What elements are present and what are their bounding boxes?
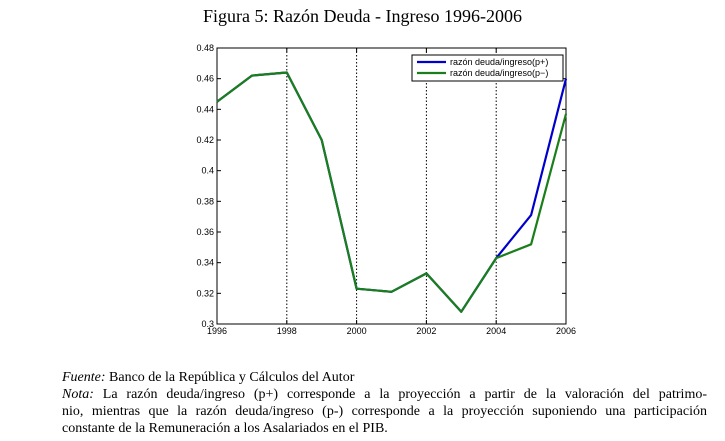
- note-text-1: La razón deuda/ingreso (p+) corresponde a la proyección a partir de la valoración del patrimo-: [93, 387, 707, 402]
- note-label: Nota:: [62, 387, 94, 402]
- y-tick-label: 0.44: [196, 104, 214, 115]
- series-line-2: [217, 73, 566, 312]
- source-text: Banco de la República y Cálculos del Autor: [105, 370, 355, 385]
- y-tick-label: 0.38: [196, 196, 214, 207]
- figure-notes: [62, 369, 707, 437]
- note-line-3: constante de la Remuneración a los Asalariados en el PIB.: [62, 421, 388, 436]
- y-tick-label: 0.46: [196, 73, 214, 84]
- y-axis-ticks: [196, 43, 566, 329]
- note-line-1: [62, 386, 707, 403]
- y-tick-label: 0.4: [201, 165, 214, 176]
- x-tick-label: 2004: [486, 326, 507, 336]
- x-tick-label: 2000: [346, 326, 367, 336]
- x-tick-label: 2002: [416, 326, 437, 336]
- y-tick-label: 0.32: [196, 288, 214, 299]
- chart-title: Figura 5: Razón Deuda - Ingreso 1996-2006: [203, 6, 522, 26]
- legend-label-1: razón deuda/ingreso(p+): [450, 57, 549, 67]
- x-tick-label: 2006: [555, 326, 577, 336]
- source-line: [62, 369, 707, 386]
- source-label: Fuente:: [62, 370, 106, 385]
- note-line-2: nio, mientras que la razón deuda/ingreso (p-) corresponde a la proyección suponiendo una participación: [62, 404, 707, 419]
- x-tick-label: 1998: [276, 326, 297, 336]
- y-tick-label: 0.3: [201, 319, 214, 329]
- y-tick-label: 0.42: [196, 135, 214, 145]
- legend: [412, 55, 563, 81]
- legend-label-2: razón deuda/ingreso(p−): [450, 68, 549, 78]
- y-tick-label: 0.48: [196, 43, 214, 53]
- series-lines: [217, 73, 566, 312]
- vertical-reference-lines: [287, 48, 496, 324]
- plot-frame: [217, 48, 566, 324]
- x-tick-label: 1996: [206, 326, 228, 336]
- y-tick-label: 0.36: [196, 227, 214, 237]
- series-line-1: [217, 73, 566, 312]
- y-tick-label: 0.34: [196, 257, 214, 268]
